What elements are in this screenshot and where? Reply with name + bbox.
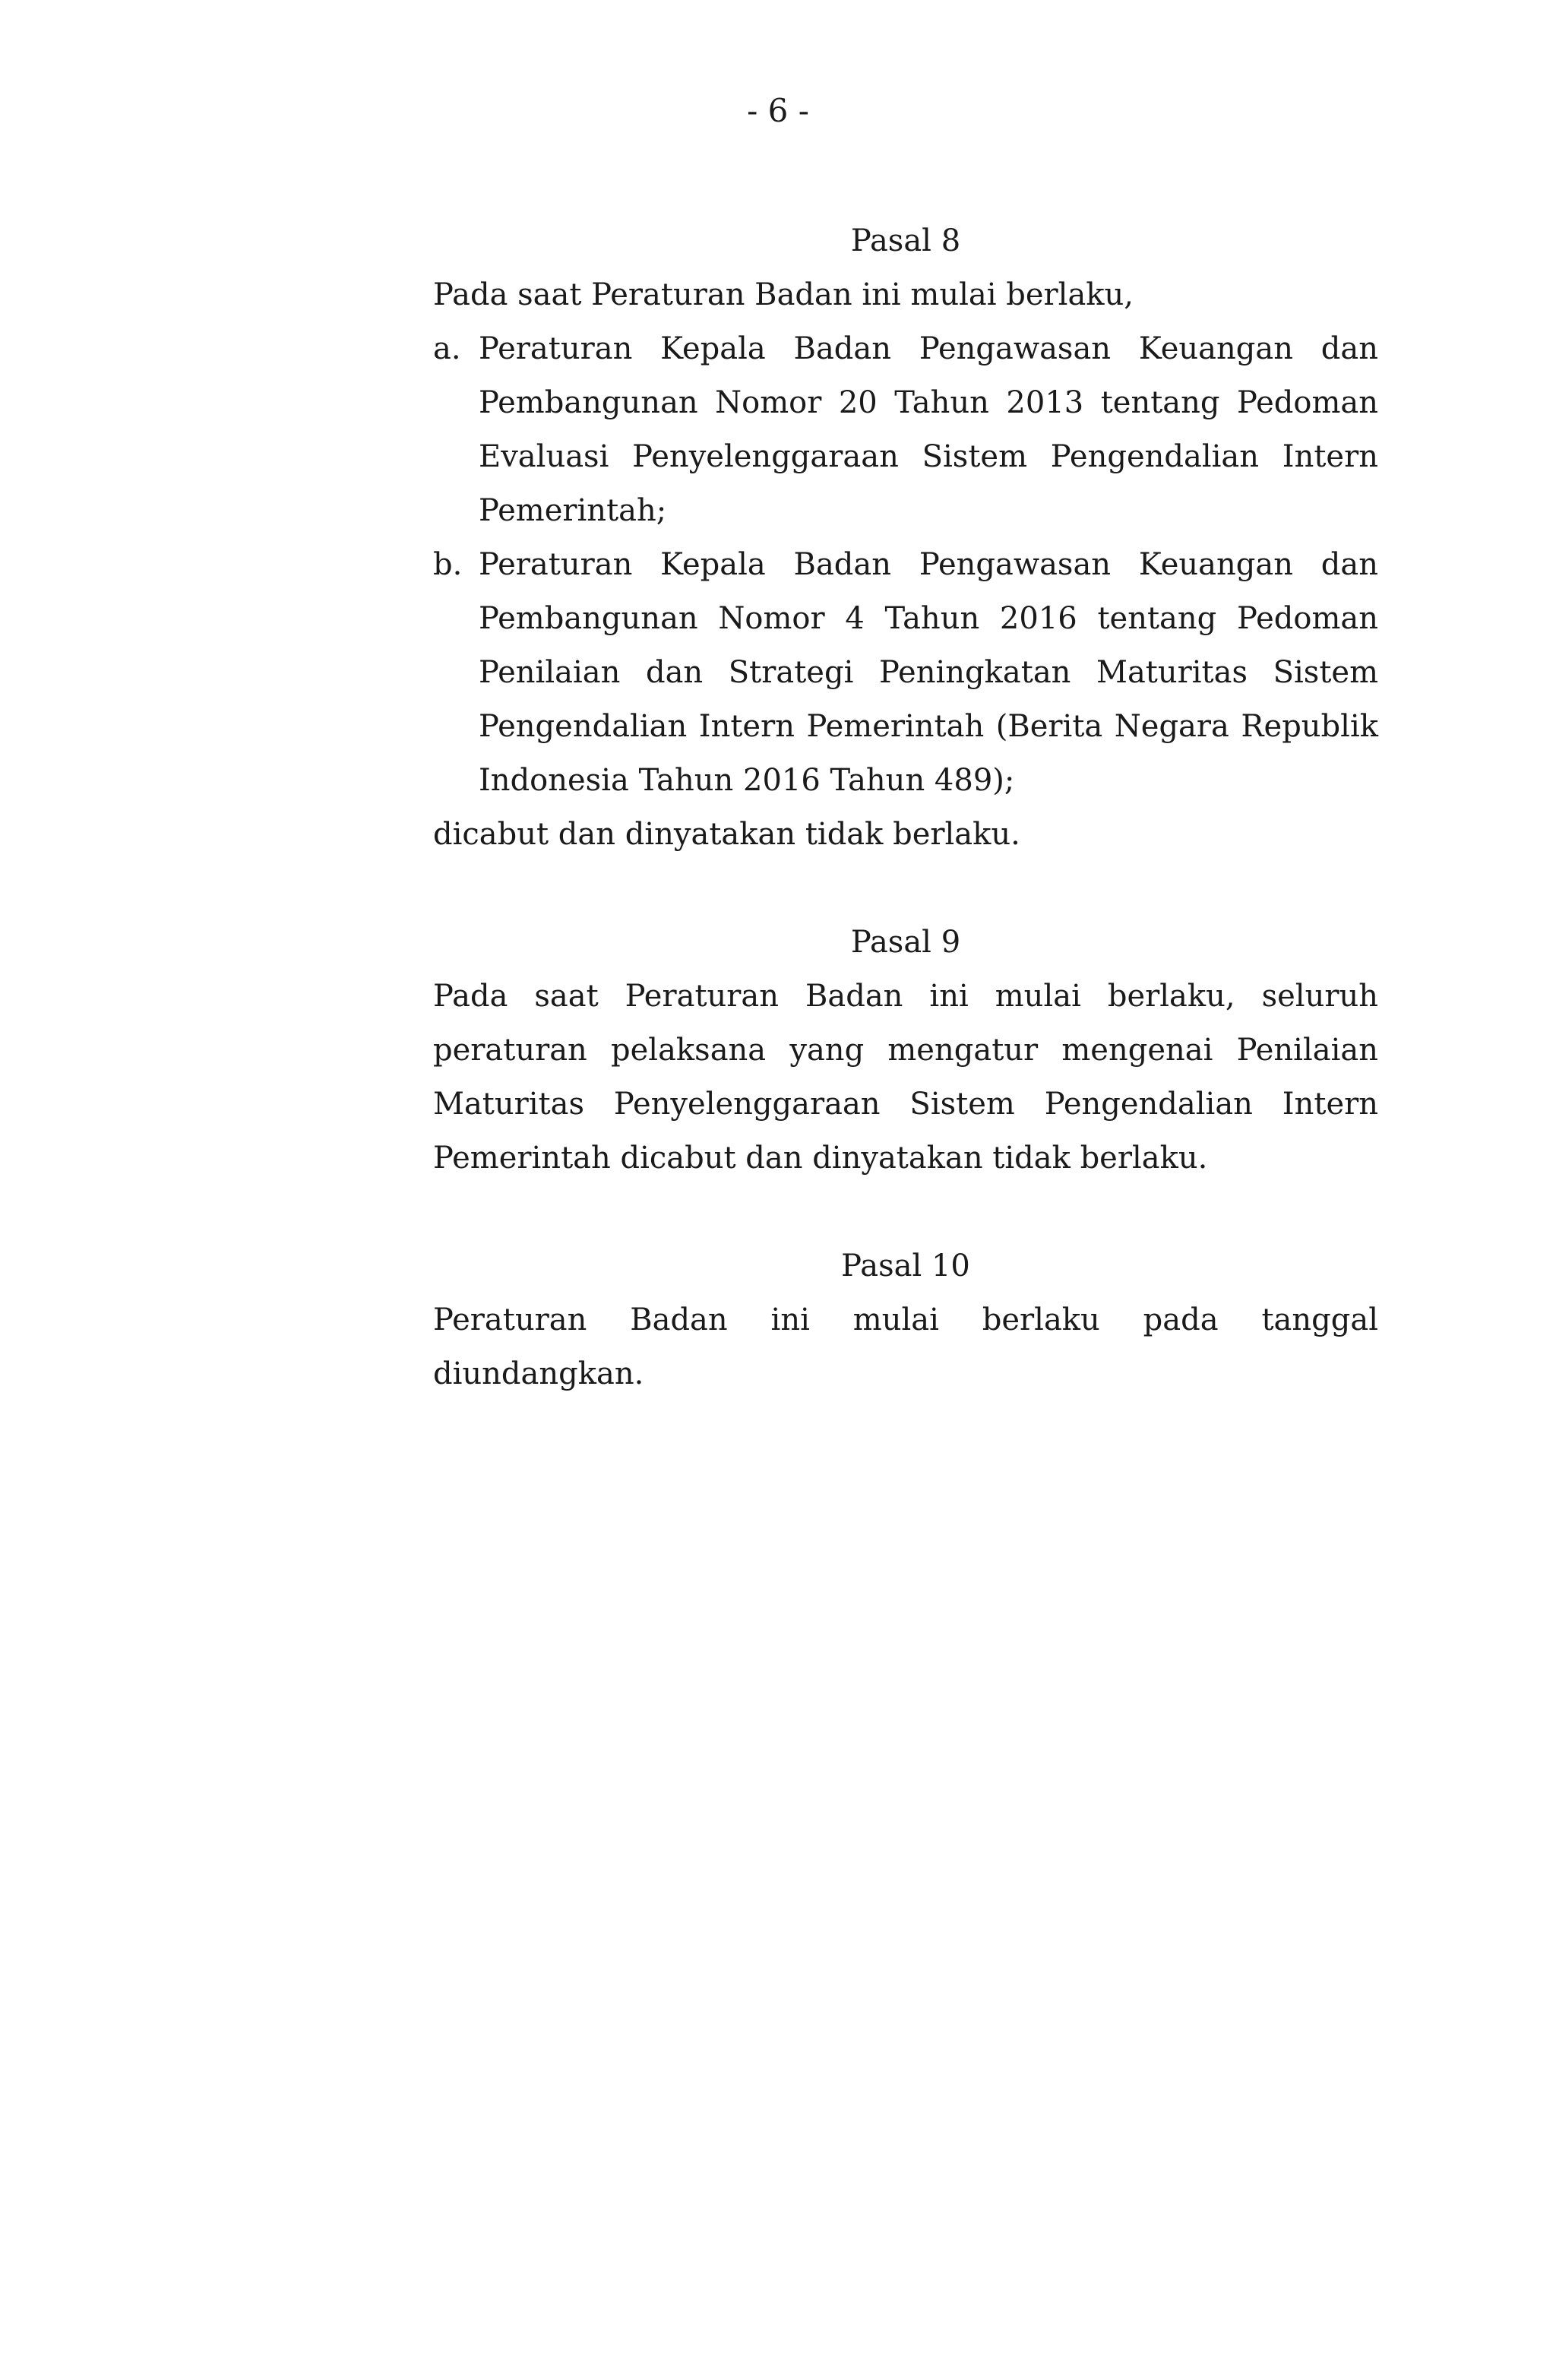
pasal-10-heading: Pasal 10	[841, 1249, 970, 1283]
section-spacer	[433, 1185, 1378, 1239]
pasal-10-line-2: diundangkan.	[433, 1356, 644, 1391]
list-text-b: Peraturan Kepala Badan Pengawasan Keuangan dan Pembangunan Nomor 4 Tahun 2016 tentang Pedoman Penilaian dan Strategi Peningkatan Maturitas Sistem Pengendalian Intern Pemerintah (Berita Negara Republik Indonesia Tahun 2016 Tahun 489);	[479, 547, 1378, 798]
list-marker-b: b.	[433, 547, 463, 582]
pasal-10-line-1: Peraturan Badan ini mulai berlaku pada tanggal	[433, 1302, 1378, 1337]
pasal-8-heading: Pasal 8	[850, 223, 961, 258]
list-text-a: Peraturan Kepala Badan Pengawasan Keuangan dan Pembangunan Nomor 20 Tahun 2013 tentang Pedoman Evaluasi Penyelenggaraan Sistem Pengendalian Intern Pemerintah;	[479, 331, 1378, 528]
section-spacer	[433, 862, 1378, 916]
pasal-9-text: Pada saat Peraturan Badan ini mulai berlaku, seluruh peraturan pelaksana yang mengatur mengenai Penilaian Maturitas Penyelenggaraan Sistem Pengendalian Intern Pemerintah dicabut dan dinyatakan tidak berlaku.	[433, 979, 1378, 1176]
pasal-8-intro: Pada saat Peraturan Badan ini mulai berlaku,	[433, 277, 1134, 312]
pasal-8-section	[433, 214, 1378, 862]
pasal-9-section	[433, 916, 1378, 1185]
list-item-b	[433, 538, 1378, 808]
list-marker-a: a.	[433, 331, 461, 366]
list-item-a	[433, 322, 1378, 538]
pasal-10-section	[433, 1239, 1378, 1401]
document-body	[433, 214, 1378, 1401]
pasal-8-list	[433, 322, 1378, 808]
pasal-8-closing: dicabut dan dinyatakan tidak berlaku.	[433, 817, 1020, 852]
page-number: - 6 -	[747, 92, 809, 129]
pasal-9-heading: Pasal 9	[850, 925, 961, 960]
